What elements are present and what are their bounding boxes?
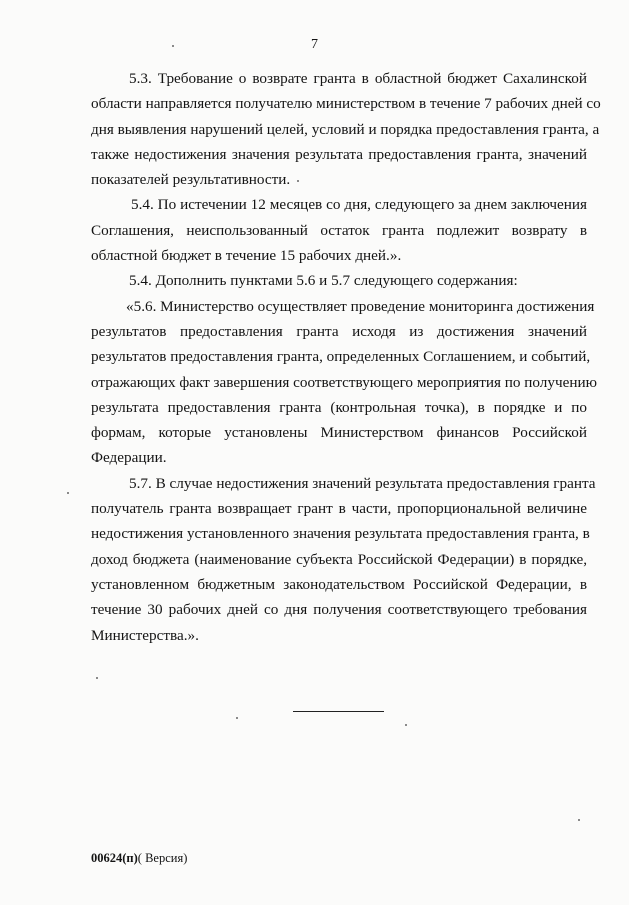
paragraph-5-7 [91, 471, 596, 648]
scan-speck [297, 180, 299, 182]
text-line: недостижения установленного значения результата предоставления гранта, в [91, 525, 590, 543]
text-line: течение 30 рабочих дней со дня получения соответствующего требования [91, 601, 587, 619]
text-line: установленном бюджетным законодательством Российской Федерации, в [91, 575, 587, 593]
separator-line [293, 711, 384, 712]
text-line: Соглашения, неиспользованный остаток гранта подлежит возврату в [91, 221, 587, 239]
text-line: области направляется получателю министерством в течение 7 рабочих дней со [91, 95, 601, 113]
paragraph-5-3 [91, 66, 601, 192]
text-line: Федерации. [91, 449, 167, 467]
text-line: областной бюджет в течение 15 рабочих дней.». [91, 247, 402, 265]
paragraph-5-4-term [91, 192, 587, 268]
document-code [91, 851, 187, 866]
scan-speck [405, 724, 407, 726]
text-line: 5.4. Дополнить пунктами 5.6 и 5.7 следующего содержания: [129, 272, 518, 290]
text-line: результатов предоставления гранта, определенных Соглашением, и событий, [91, 348, 591, 366]
text-line: отражающих факт завершения соответствующего мероприятия по получению [91, 373, 597, 391]
paragraph-5-6 [91, 294, 597, 471]
text-line: 5.4. По истечении 12 месяцев со дня, следующего за днем заключения [131, 196, 587, 214]
scan-speck [67, 492, 69, 494]
text-line: «5.6. Министерство осуществляет проведение мониторинга достижения [126, 297, 595, 315]
scan-speck [96, 677, 98, 679]
text-line: показателей результативности. [91, 171, 291, 189]
text-line: Министерства.». [91, 626, 199, 644]
text-line: получатель гранта возвращает грант в части, пропорциональной величине [91, 500, 587, 518]
text-line: 5.7. В случае недостижения значений результата предоставления гранта [129, 474, 596, 492]
text-line: дня выявления нарушений целей, условий и порядка предоставления гранта, а [91, 120, 600, 138]
document-code-version: ( Версия) [137, 851, 188, 865]
text-line: результата предоставления гранта (контрольная точка), в порядке и по [91, 398, 587, 416]
text-line: 5.3. Требование о возврате гранта в областной бюджет Сахалинской [129, 70, 587, 87]
text-line: также недостижения значения результата предоставления гранта, значений [91, 145, 587, 163]
text-line: доход бюджета (наименование субъекта Российской Федерации) в порядке, [91, 550, 587, 568]
scan-speck [172, 45, 174, 47]
document-body [91, 66, 601, 648]
scan-speck [578, 819, 580, 821]
text-line: формам, которые установлены Министерством финансов Российской [91, 424, 587, 442]
text-line: результатов предоставления гранта исходя из достижения значений [91, 322, 587, 340]
paragraph-5-4-amend [91, 268, 587, 293]
scan-speck [236, 717, 238, 719]
document-code-number: 00624(п) [91, 851, 138, 865]
page-number: 7 [311, 37, 318, 52]
